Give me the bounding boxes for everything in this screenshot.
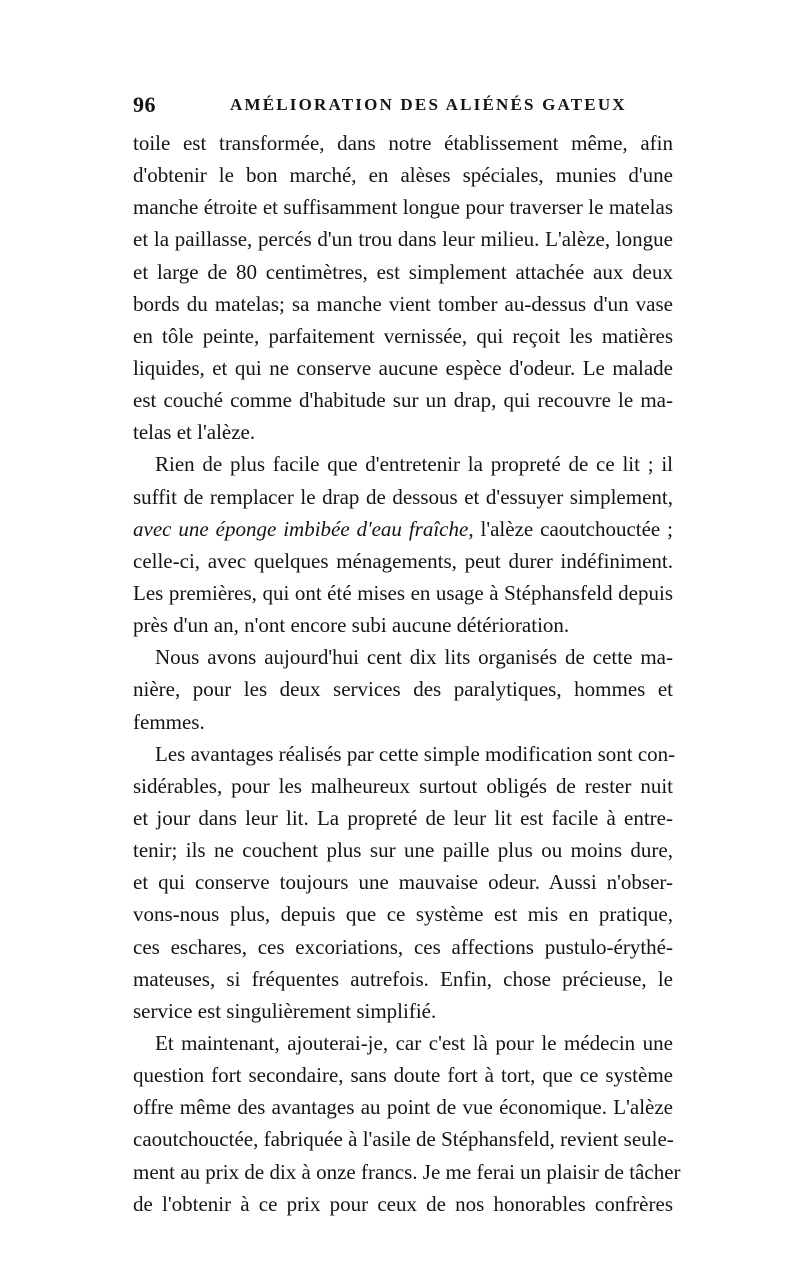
text-line: Les premières, qui ont été mises en usage à Stéphansfeld depuis bbox=[133, 580, 673, 605]
text-line: mateuses, si fréquentes autrefois. Enfin, chose précieuse, le bbox=[133, 966, 673, 991]
text-line: service est singulièrement simplifié. bbox=[133, 998, 437, 1023]
text-line: telas et l'alèze. bbox=[133, 420, 256, 445]
text-line: ment au prix de dix à onze francs. Je me ferai un plaisir de tâcher bbox=[133, 1159, 681, 1184]
text-line: Rien de plus facile que d'entretenir la propreté de ce lit ; il bbox=[155, 452, 673, 477]
text-line: et large de 80 centimètres, est simplement attachée aux deux bbox=[133, 259, 673, 284]
text-line: suffit de remplacer le drap de dessous et d'essuyer simplement, bbox=[133, 484, 673, 509]
text-line: sidérables, pour les malheureux surtout obligés de rester nuit bbox=[133, 773, 673, 798]
text-line: femmes. bbox=[133, 709, 205, 734]
text-line: Les avantages réalisés par cette simple modification sont con- bbox=[155, 741, 676, 766]
running-head bbox=[133, 92, 673, 122]
text-line bbox=[133, 513, 673, 545]
text-line: manche étroite et suffisamment longue pour traverser le matelas bbox=[133, 195, 673, 220]
body-text bbox=[133, 127, 681, 1220]
text-line: liquides, et qui ne conserve aucune espèce d'odeur. Le malade bbox=[133, 355, 673, 380]
text-line: et jour dans leur lit. La propreté de leur lit est facile à entre- bbox=[133, 805, 673, 830]
page-number: 96 bbox=[133, 92, 156, 117]
text-line: question fort secondaire, sans doute fort à tort, que ce système bbox=[133, 1063, 673, 1088]
text-line: en tôle peinte, parfaitement vernissée, qui reçoit les matières bbox=[133, 323, 673, 348]
text-line: d'obtenir le bon marché, en alèses spéciales, munies d'une bbox=[133, 163, 673, 188]
text-line: ces eschares, ces excoriations, ces affections pustulo-érythé- bbox=[133, 934, 673, 959]
italic-phrase: avec une éponge imbibée d'eau fraîche bbox=[133, 516, 469, 541]
text-line: Et maintenant, ajouterai-je, car c'est là pour le médecin une bbox=[155, 1030, 673, 1055]
text-line: bords du matelas; sa manche vient tomber au-dessus d'un vase bbox=[133, 291, 673, 316]
text-line: offre même des avantages au point de vue économique. L'alèze bbox=[133, 1095, 673, 1120]
text-line: Nous avons aujourd'hui cent dix lits organisés de cette ma- bbox=[155, 645, 673, 670]
text-line: vons-nous plus, depuis que ce système est mis en pratique, bbox=[133, 902, 673, 927]
running-title: AMÉLIORATION DES ALIÉNÉS GATEUX bbox=[230, 95, 627, 114]
text-segment: , l'alèze caoutchouctée ; bbox=[468, 516, 673, 541]
text-line: celle-ci, avec quelques ménagements, peut durer indéfiniment. bbox=[133, 548, 673, 573]
text-line: est couché comme d'habitude sur un drap, qui recouvre le ma- bbox=[133, 388, 673, 413]
text-line: de l'obtenir à ce prix pour ceux de nos honorables confrères bbox=[133, 1191, 673, 1216]
text-line: tenir; ils ne couchent plus sur une paille plus ou moins dure, bbox=[133, 838, 673, 863]
text-line: et qui conserve toujours une mauvaise odeur. Aussi n'obser- bbox=[133, 870, 673, 895]
text-line: caoutchouctée, fabriquée à l'asile de Stéphansfeld, revient seule- bbox=[133, 1127, 674, 1152]
text-line: toile est transformée, dans notre établissement même, afin bbox=[133, 131, 673, 155]
text-line: et la paillasse, percés d'un trou dans leur milieu. L'alèze, longue bbox=[133, 227, 673, 252]
text-line: nière, pour les deux services des paralytiques, hommes et bbox=[133, 677, 673, 702]
text-line: près d'un an, n'ont encore subi aucune détérioration. bbox=[133, 613, 570, 638]
